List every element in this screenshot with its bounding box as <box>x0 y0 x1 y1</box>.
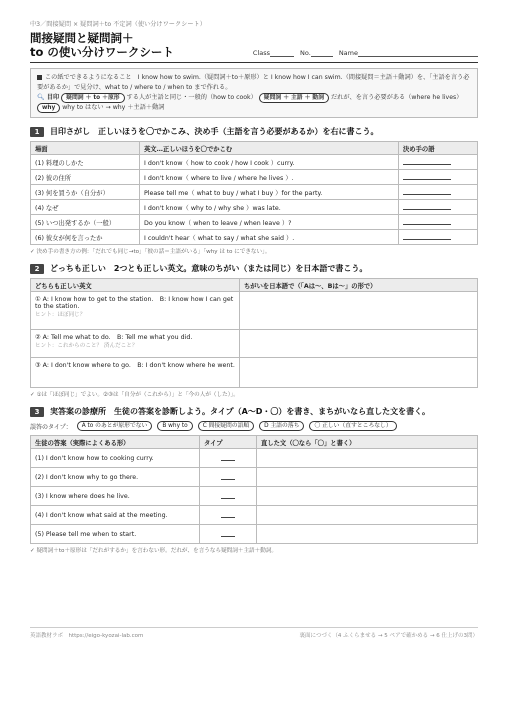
scene-cell: (2) 彼の住所 <box>31 170 140 185</box>
student-answer: (3) I know where does he live. <box>31 487 200 506</box>
section-1-number: 1 <box>30 127 44 137</box>
pill-to-infinitive: 疑問詞 ＋ to ＋原形 <box>61 93 124 103</box>
type-answer[interactable] <box>200 449 257 468</box>
section-3-title: 実答案の診療所 生徒の答案を診断しよう。タイプ（A～D・〇）を書き、まちがいなら直した文を書く。 <box>50 407 430 416</box>
type-correct-pill: 〇 正しい（直すところなし） <box>309 421 396 431</box>
student-fields <box>253 49 478 59</box>
corrected-answer[interactable] <box>257 449 478 468</box>
pair-cell <box>31 292 240 330</box>
sentence-cell[interactable]: I don't know（ how to cook / how I cook ）curry. <box>140 155 399 170</box>
section-1-heading <box>30 126 478 137</box>
tip-end: だれが、を言う必要がある（where he lives） <box>331 94 463 101</box>
section-3-note: ✓ 疑問詞＋to＋原形は「だれがするか」を言わない形。だれが、を言うなら疑問詞＋主語＋動詞。 <box>30 548 278 554</box>
type-answer[interactable] <box>200 525 257 544</box>
table-row <box>31 230 478 245</box>
student-answer: (4) I don't know what said at the meeting. <box>31 506 200 525</box>
col-student-answer: 生徒の答案（実際によくある形） <box>31 436 200 449</box>
tip-mid: する人が主語と同じ・一般的（how to cook） <box>126 94 257 101</box>
table-row <box>31 506 478 525</box>
type-answer[interactable] <box>200 506 257 525</box>
section-3-table <box>30 435 478 544</box>
table-row <box>31 155 478 170</box>
scene-cell: (1) 料理のしかた <box>31 155 140 170</box>
name-field[interactable] <box>339 49 478 57</box>
class-field[interactable] <box>253 49 294 57</box>
pill-why: why <box>37 103 60 113</box>
pair-hint: ヒント：ほぼ同じ？ <box>35 312 86 318</box>
section-3-number: 3 <box>30 407 44 417</box>
pair-text: ③ A: I don't know where to go. B: I don't know where he went. <box>35 362 235 369</box>
corrected-answer[interactable] <box>257 487 478 506</box>
table-row <box>31 487 478 506</box>
corrected-answer[interactable] <box>257 506 478 525</box>
scene-cell: (3) 何を買うか（自分が） <box>31 185 140 200</box>
col-sentence: 英文…正しいほうを〇でかこむ <box>140 142 399 155</box>
error-type-legend <box>30 421 478 431</box>
section-2-heading <box>30 263 478 274</box>
difference-answer[interactable] <box>240 292 478 330</box>
name-label: Name <box>338 49 358 57</box>
scene-cell: (6) 彼女が何を言ったか <box>31 230 140 245</box>
table-row <box>31 200 478 215</box>
table-row <box>31 468 478 487</box>
page-title <box>30 31 174 59</box>
section-2-note: ✓ ①は「ほぼ同じ」でよい。②③は「自分が（これから）」と「今の人が（した）」。 <box>30 392 239 398</box>
table-row <box>31 330 478 358</box>
table-row <box>31 358 478 388</box>
sentence-cell[interactable]: Do you know（ when to leave / when leave ）? <box>140 215 399 230</box>
type-answer[interactable] <box>200 487 257 506</box>
difference-answer[interactable] <box>240 330 478 358</box>
type-c-pill: C 間接疑問の語順 <box>198 421 254 431</box>
section-3-heading <box>30 406 478 417</box>
table-row <box>31 449 478 468</box>
pair-text: ① A: I know how to get to the station. B: I know how I can get to the station. <box>35 296 234 310</box>
col-corrected: 直した文（〇なら「〇」と書く） <box>257 436 478 449</box>
section-1-table <box>30 141 478 245</box>
table-row <box>31 215 478 230</box>
section-1-title: 目印さがし 正しいほうを〇でかこみ、決め手（主語を言う必要があるか）を右に書こう。 <box>50 127 379 136</box>
student-answer: (2) I don't know why to go there. <box>31 468 200 487</box>
scene-cell: (5) いつ出発するか（一般） <box>31 215 140 230</box>
col-keyword: 決め手の語 <box>399 142 478 155</box>
keyword-answer[interactable] <box>399 170 478 185</box>
keyword-answer[interactable] <box>399 200 478 215</box>
keyword-answer[interactable] <box>399 230 478 245</box>
table-row <box>31 292 478 330</box>
sentence-cell[interactable]: Please tell me（ what to buy / what I buy ）for the party. <box>140 185 399 200</box>
sentence-cell[interactable]: I couldn't hear（ what to say / what she said ）. <box>140 230 399 245</box>
section-1-note: ✓ 決め手の書き方の例：「だれでも同じ→to」「彼の話＝主語がいる」「why は to にできない」。 <box>30 249 271 255</box>
magnifier-icon: 🔍︎ <box>37 94 45 101</box>
breadcrumb: 中3／間接疑問 × 疑問詞＋to 不定詞（使い分けワークシート） <box>30 21 206 28</box>
table-row <box>31 185 478 200</box>
pair-text: ② A: Tell me what to do. B: Tell me what you did. <box>35 334 193 341</box>
page-footer <box>30 627 478 639</box>
table-row <box>31 525 478 544</box>
square-bullet-icon <box>37 75 42 80</box>
student-answer: (5) Please tell me when to start. <box>31 525 200 544</box>
class-label: Class <box>252 49 271 57</box>
type-label: 誤答のタイプ： <box>30 423 72 431</box>
corrected-answer[interactable] <box>257 525 478 544</box>
title-rule <box>30 62 478 63</box>
corrected-answer[interactable] <box>257 468 478 487</box>
goal-box <box>30 68 478 118</box>
sentence-cell[interactable]: I don't know（ where to live / where he lives ）. <box>140 170 399 185</box>
footer-continued: 裏面につづく（4 ふくらませる → 5 ペアで確かめる → 6 仕上げの3問） <box>299 633 478 639</box>
number-label: No. <box>300 49 311 57</box>
col-type: タイプ <box>200 436 257 449</box>
tip-why: why to はない → why ＋主語＋動詞 <box>62 104 165 111</box>
section-2-number: 2 <box>30 264 44 274</box>
title-line-2: to の使い分けワークシート <box>30 45 174 59</box>
footer-site: 英語教材ラボ https://eigo-kyozai-lab.com <box>30 633 144 639</box>
title-line-1: 間接疑問と疑問詞＋ <box>30 31 134 45</box>
tip-label: 目印 <box>46 94 60 101</box>
type-b-pill: B why to <box>157 421 192 431</box>
pair-cell <box>31 330 240 358</box>
keyword-answer[interactable] <box>399 215 478 230</box>
number-field[interactable] <box>300 49 333 57</box>
table-row <box>31 170 478 185</box>
section-2-title: どっちも正しい 2つとも正しい英文。意味のちがい（または同じ）を日本語で書こう。 <box>50 264 368 273</box>
scene-cell: (4) なぜ <box>31 200 140 215</box>
title-row <box>30 31 478 59</box>
keyword-answer[interactable] <box>399 185 478 200</box>
col-both-correct: どちらも正しい英文 <box>31 279 240 292</box>
section-2-table <box>30 278 478 388</box>
pill-indirect-question: 疑問詞 ＋ 主語 ＋ 動詞 <box>259 93 329 103</box>
keyword-answer[interactable] <box>399 155 478 170</box>
col-scene: 場面 <box>31 142 140 155</box>
goal-text: この紙でできるようになること I know how to swim.（疑問詞＋to＋原形）と I know how I can swim.（間接疑問＝主語＋動詞）を、「主語を言う必要があるか」で見分け、what to / where to / when to まで作れる。 <box>37 74 470 91</box>
sentence-cell[interactable]: I don't know（ why to / why she ）was late. <box>140 200 399 215</box>
student-answer: (1) I don't know how to cooking curry. <box>31 449 200 468</box>
pair-cell <box>31 358 240 388</box>
type-d-pill: D 主語の落ち <box>259 421 304 431</box>
difference-answer[interactable] <box>240 358 478 388</box>
type-a-pill: A to のあとが原形でない <box>77 421 153 431</box>
type-answer[interactable] <box>200 468 257 487</box>
col-difference: ちがいを日本語で（「Aは～、Bは～」の形で） <box>240 279 478 292</box>
pair-hint: ヒント：これからのこと？ 済んだこと？ <box>35 343 138 349</box>
